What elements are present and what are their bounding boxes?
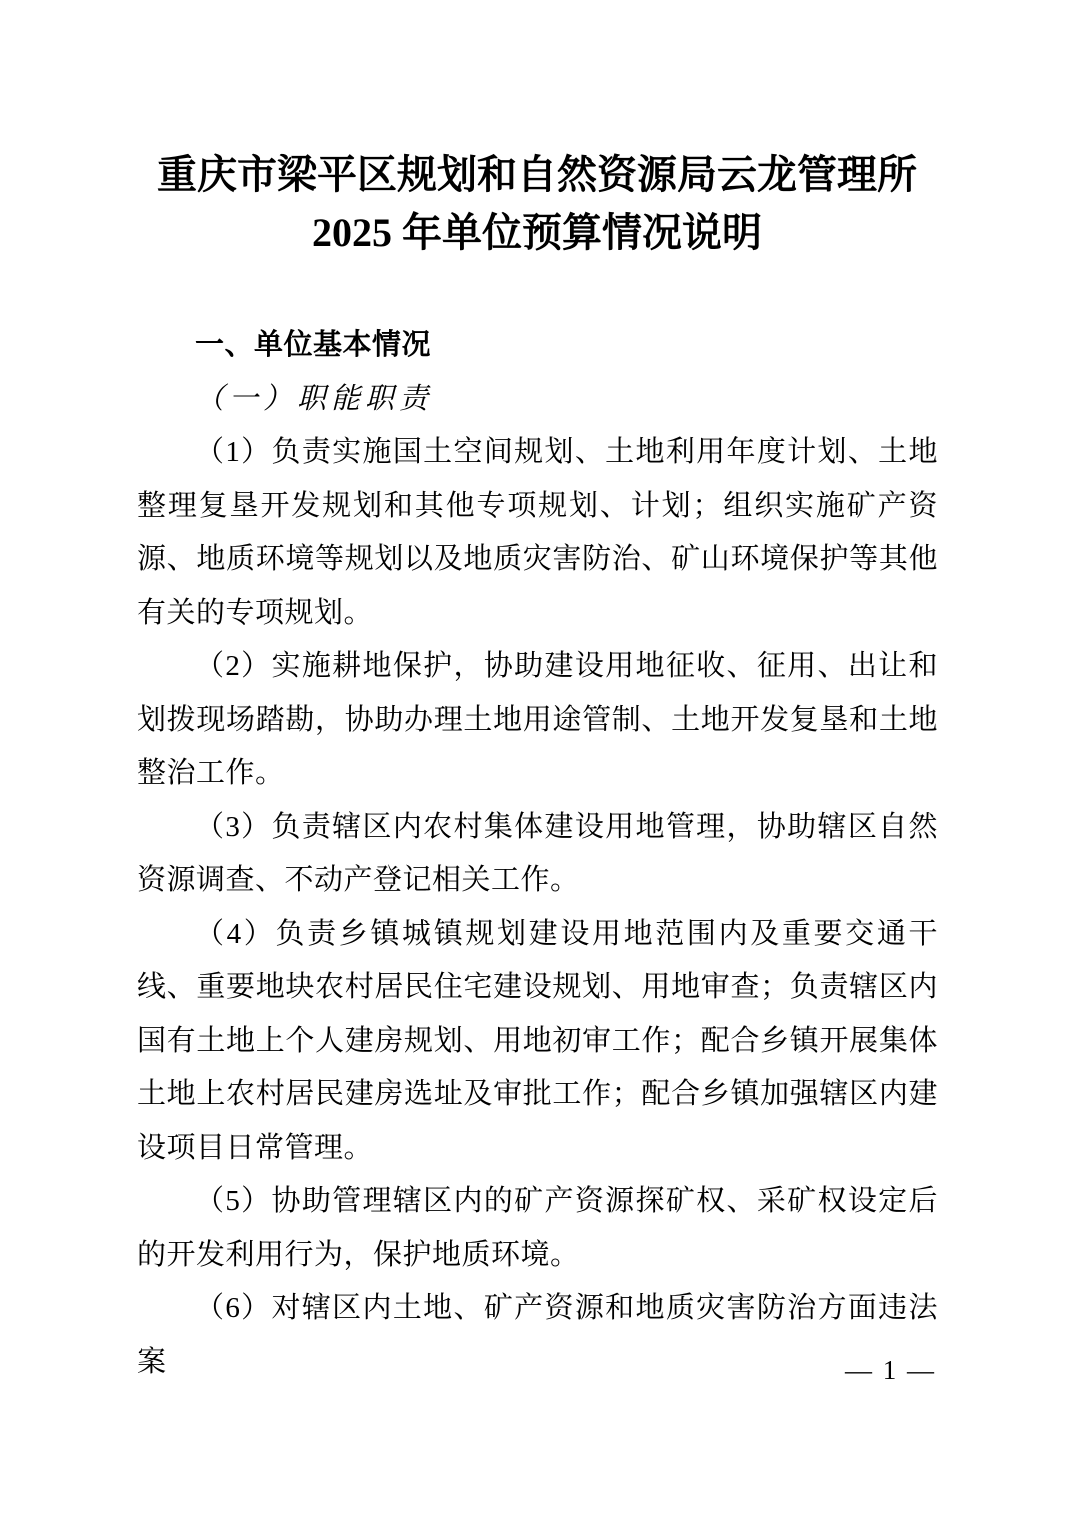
- paragraph-duty-6: （6）对辖区内土地、矿产资源和地质灾害防治方面违法案: [137, 1292, 938, 1378]
- section-heading-basic-info: 一、单位基本情况: [195, 329, 432, 361]
- paragraph-duty-2: （2）实施耕地保护，协助建设用地征收、征用、出让和划拨现场踏勘，协助办理土地用途管制、土地开发复垦和土地整治工作。: [137, 650, 938, 789]
- paragraph-duty-1: （1）负责实施国土空间规划、土地利用年度计划、土地整理复垦开发规划和其他专项规划、计划；组织实施矿产资源、地质环境等规划以及地质灾害防治、矿山环境保护等其他有关的专项规划。: [137, 436, 938, 629]
- title-line-2: 2025 年单位预算情况说明: [312, 210, 762, 255]
- paragraph-duty-5: （5）协助管理辖区内的矿产资源探矿权、采矿权设定后的开发利用行为，保护地质环境。: [137, 1185, 938, 1271]
- document-title: [0, 146, 1074, 262]
- subsection-heading-duties: （一）职能职责: [195, 382, 434, 415]
- paragraph-duty-4: （4）负责乡镇城镇规划建设用地范围内及重要交通干线、重要地块农村居民住宅建设规划、用地审查；负责辖区内国有土地上个人建房规划、用地初审工作；配合乡镇开展集体土地上农村居民建房选址及审批工作；配合乡镇加强辖区内建设项目日常管理。: [137, 917, 938, 1164]
- paragraph-duty-3: （3）负责辖区内农村集体建设用地管理，协助辖区自然资源调查、不动产登记相关工作。: [137, 810, 938, 896]
- title-line-1: 重庆市梁平区规划和自然资源局云龙管理所: [157, 152, 917, 197]
- document-body: [137, 319, 938, 1389]
- page-number: — 1 —: [845, 1355, 936, 1385]
